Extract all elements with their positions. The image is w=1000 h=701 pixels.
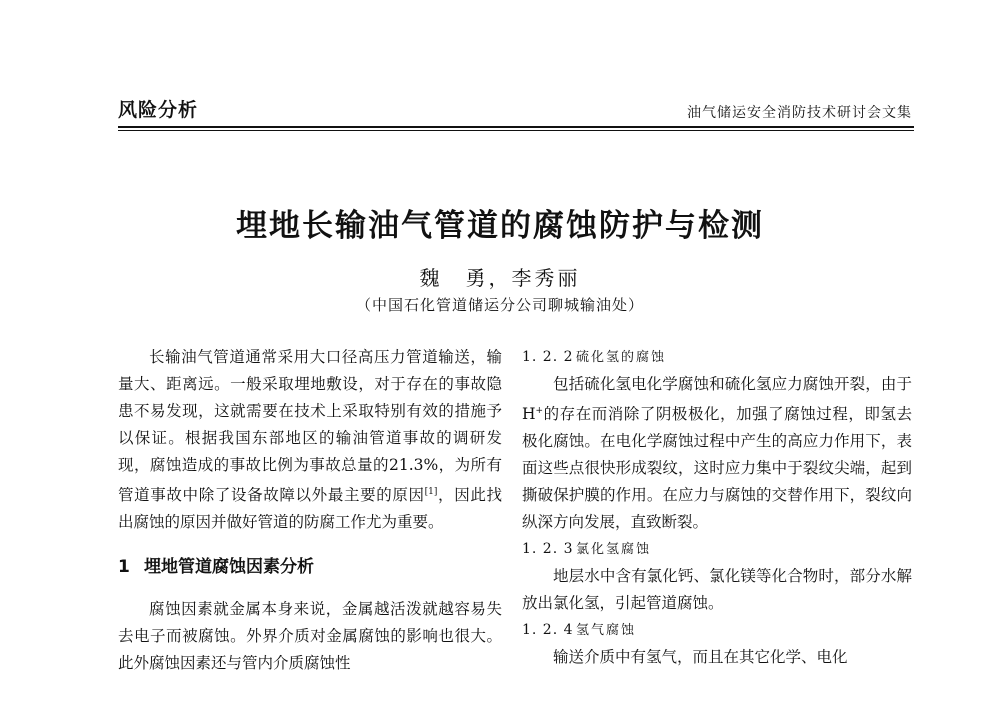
superscript-plus: +	[535, 406, 544, 416]
section-title: 埋地管道腐蚀因素分析	[144, 557, 314, 578]
intro-text-part2: ，因此找出腐蚀的原因并做好管道的防腐工作尤为重要。	[118, 486, 502, 532]
header-section-label: 风险分析	[118, 99, 199, 121]
subsection-title: 氯化氢腐蚀	[576, 542, 652, 558]
subsection-heading-122	[522, 344, 912, 371]
sub1-text-part1: 包括硫化氢电化学腐蚀和硫化氢应力腐蚀开裂，由于H	[522, 375, 912, 424]
subsection-124-paragraph: 输送介质中有氢气，而且在其它化学、电化	[553, 648, 848, 667]
left-column	[118, 344, 502, 677]
sub1-text-part2: 的存在而消除了阴极极化，加强了腐蚀过程，即氢去极化腐蚀。在电化学腐蚀过程中产生的高应力作用下，表面这些点很快形成裂纹，这时应力集中于裂纹尖端，起到撕破保护膜的作用。在应力与腐蚀的交替作用下，裂纹向纵深方向发展，直致断裂。	[522, 405, 912, 532]
section-heading	[118, 554, 502, 580]
subsection-122-paragraph	[522, 371, 912, 536]
subsection-123-paragraph: 地层水中含有氯化钙、氯化镁等化合物时，部分水解放出氯化氢，引起管道腐蚀。	[522, 567, 912, 613]
section-number: 1	[118, 557, 130, 578]
header-proceedings-title: 油气储运安全消防技术研讨会文集	[687, 105, 912, 121]
subsection-heading-123	[522, 536, 912, 563]
running-header	[118, 96, 914, 128]
subsection-number: 1. 2. 3	[522, 541, 574, 558]
section1-paragraph: 腐蚀因素就金属本身来说，金属越活泼就越容易失去电子而被腐蚀。外界介质对金属腐蚀的影响也很大。此外腐蚀因素还与管内介质腐蚀性	[118, 600, 502, 673]
paper-title: 埋地长输油气管道的腐蚀防护与检测	[236, 208, 764, 244]
subsection-title: 氢气腐蚀	[576, 623, 637, 639]
paper-authors: 魏 勇，李秀丽	[419, 266, 581, 290]
subsection-number: 1. 2. 4	[522, 622, 574, 639]
author-affiliation: （中国石化管道储运分公司聊城输油处）	[355, 296, 644, 314]
intro-paragraph	[118, 344, 502, 536]
subsection-number: 1. 2. 2	[522, 349, 574, 365]
intro-text-part1: 长输油气管道通常采用大口径高压力管道输送，输量大、距离远。一般采取埋地敷设，对于存在的事故隐患不易发现，这就需要在技术上采取特别有效的措施予以保证。根据我国东部地区的输油管道事故的调研发现，腐蚀造成的事故比例为事故总量的21.3%，为所有管道事故中除了设备故障以外最主要的原因	[118, 348, 502, 505]
right-column	[522, 344, 912, 671]
subsection-heading-124	[522, 617, 912, 644]
citation-ref: [1]	[424, 487, 438, 497]
subsection-title: 硫化氢的腐蚀	[576, 350, 667, 365]
